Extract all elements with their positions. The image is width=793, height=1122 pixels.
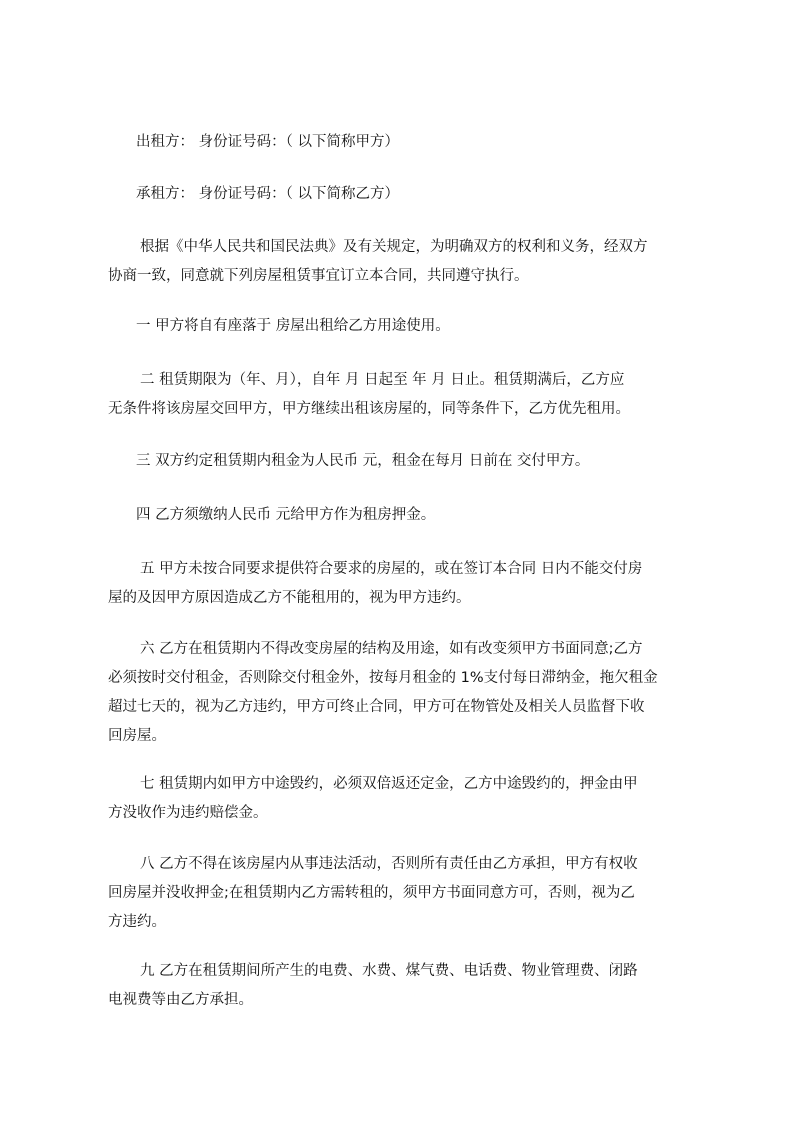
clause-line: 三 双方约定租赁期内租金为人民币 元，租金在每月 日前在 交付甲方。: [136, 453, 590, 469]
clause-line: 方违约。: [108, 914, 166, 930]
clause-line: 超过七天的，视为乙方违约，甲方可终止合同，甲方可在物管处及相关人员监督下收: [108, 699, 645, 715]
clause-1: [108, 312, 710, 341]
preamble-paragraph: [108, 233, 710, 291]
preamble-line: 协商一致，同意就下列房屋租赁事宜订立本合同，共同遵守执行。: [108, 268, 529, 284]
clause-8: [108, 850, 710, 937]
clause-line: 方没收作为违约赔偿金。: [108, 805, 268, 821]
lessor-text: 出租方： 身份证号码：（ 以下简称甲方）: [136, 134, 399, 150]
lessee-line: [108, 180, 710, 209]
clause-line: 屋的及因甲方原因造成乙方不能租用的，视为甲方违约。: [108, 590, 471, 606]
clause-line: 电视费等由乙方承担。: [108, 992, 253, 1008]
clause-5: [108, 555, 710, 613]
clause-line: 八 乙方不得在该房屋内从事违法活动，否则所有责任由乙方承担，甲方有权收: [140, 856, 638, 872]
clause-2: [108, 366, 710, 424]
clause-line: 七 租赁期内如甲方中途毁约，必须双倍返还定金，乙方中途毁约的，押金由甲: [140, 776, 638, 792]
preamble-line: 根据《中华人民共和国民法典》及有关规定，为明确双方的权利和义务，经双方: [140, 239, 648, 255]
clause-line: 无条件将该房屋交回甲方，甲方继续出租该房屋的，同等条件下，乙方优先租用。: [108, 401, 630, 417]
lessee-text: 承租方： 身份证号码：（ 以下简称乙方）: [136, 186, 399, 202]
clause-7: [108, 770, 710, 828]
clause-9: [108, 957, 710, 1015]
lessor-line: [108, 128, 710, 157]
clause-line: 必须按时交付租金，否则除交付租金外，按每月租金的 1%支付每日滞纳金，拖欠租金: [108, 670, 658, 686]
clause-line: 六 乙方在租赁期内不得改变房屋的结构及用途，如有改变须甲方书面同意;乙方: [140, 641, 643, 657]
clause-line: 九 乙方在租赁期间所产生的电费、水费、煤气费、电话费、物业管理费、闭路: [140, 963, 638, 979]
clause-line: 一 甲方将自有座落于 房屋出租给乙方用途使用。: [136, 318, 450, 334]
clause-line: 五 甲方未按合同要求提供符合要求的房屋的，或在签订本合同 日内不能交付房: [140, 561, 643, 577]
clause-4: [108, 501, 710, 530]
clause-3: [108, 447, 710, 476]
clause-line: 四 乙方须缴纳人民币 元给甲方作为租房押金。: [136, 507, 436, 523]
clause-line: 回房屋。: [108, 728, 166, 744]
clause-line: 回房屋并没收押金;在租赁期内乙方需转租的，须甲方书面同意方可，否则，视为乙: [108, 885, 635, 901]
clause-6: [108, 635, 710, 751]
clause-line: 二 租赁期限为（年、月），自年 月 日起至 年 月 日止。租赁期满后，乙方应: [140, 372, 625, 388]
